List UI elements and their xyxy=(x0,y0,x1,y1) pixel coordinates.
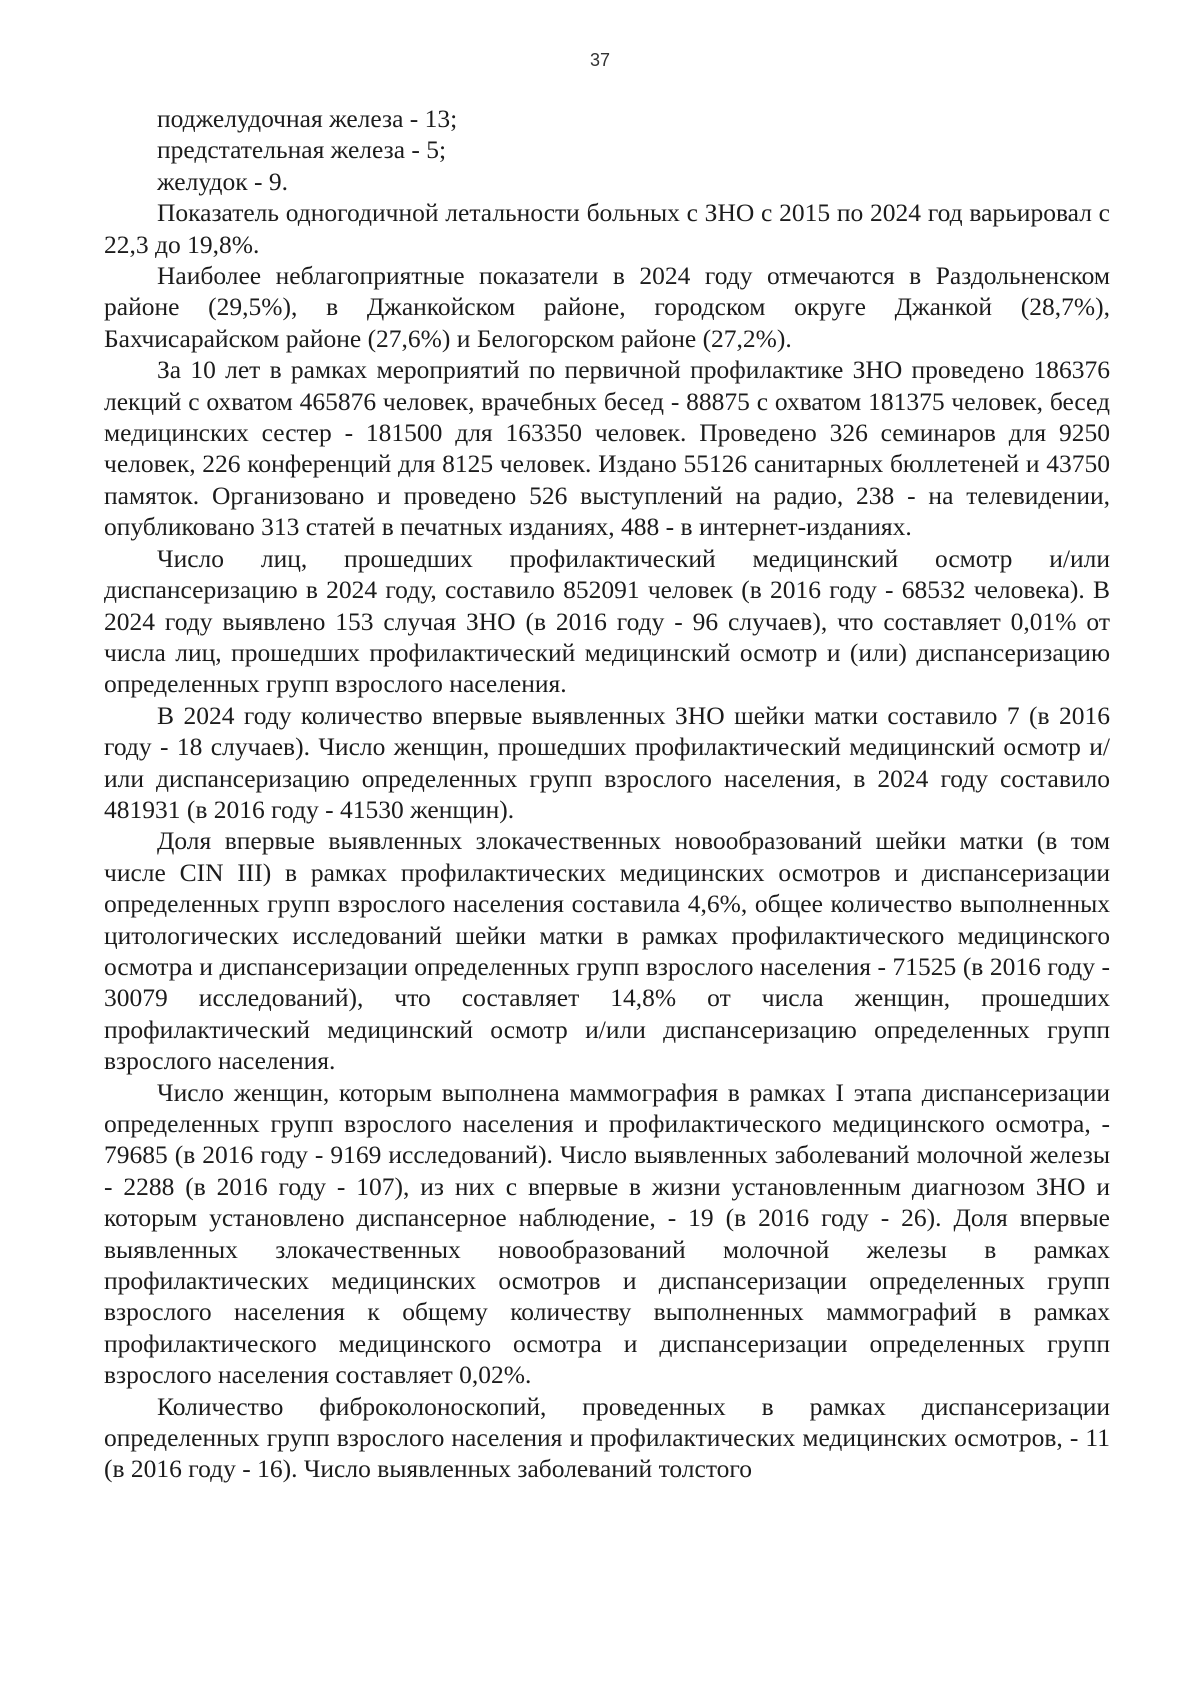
paragraph-mammography: Число женщин, которым выполнена маммография в рамках I этапа диспансеризации определенных групп взрослого населения и профилактического медицинского осмотра, - 79685 (в 2016 году - 9169 исследований). Число выявленных заболеваний молочной железы - 2288 (в 2016 году - 107), из них с впервые в жизни установленным диагнозом ЗНО и которым установлено диспансерное наблюдение, - 19 (в 2016 году - 26). Доля впервые выявленных злокачественных новообразований молочной железы в рамках профилактических медицинских осмотров и диспансеризации определенных групп взрослого населения к общему количеству выполненных маммографий в рамках профилактического медицинского осмотра и диспансеризации определенных групп взрослого населения составляет 0,02%. xyxy=(104,1077,1110,1390)
paragraph-cervical-cancer: В 2024 году количество впервые выявленных ЗНО шейки матки составило 7 (в 2016 году - 18 случаев). Число женщин, прошедших профилактический медицинский осмотр и/или диспансеризацию определенных групп взрослого населения, в 2024 году составило 481931 (в 2016 году - 41530 женщин). xyxy=(104,700,1110,824)
paragraph-cervical-share: Доля впервые выявленных злокачественных новообразований шейки матки (в том числе CIN III) в рамках профилактических медицинских осмотров и диспансеризации определенных групп взрослого населения составила 4,6%, общее количество выполненных цитологических исследований шейки матки в рамках профилактического медицинского осмотра и диспансеризации определенных групп взрослого населения - 71525 (в 2016 году - 30079 исследований), что составляет 14,8% от числа женщин, прошедших профилактический медицинский осмотр и/или диспансеризацию определенных групп взрослого населения. xyxy=(104,826,1110,1076)
paragraph-mortality-rate: Показатель одногодичной летальности больных с ЗНО с 2015 по 2024 год варьировал с 22,3 до 19,8%. xyxy=(104,198,1110,259)
paragraph-colonoscopy: Количество фиброколоноскопий, проведенных в рамках диспансеризации определенных групп взрослого населения и профилактических медицинских осмотров, - 11 (в 2016 году - 16). Число выявленных заболеваний толстого xyxy=(104,1391,1110,1484)
list-item: желудок - 9. xyxy=(157,166,288,196)
list-item: предстательная железа - 5; xyxy=(157,135,447,165)
document-body xyxy=(104,103,1110,1485)
list-item: поджелудочная железа - 13; xyxy=(157,104,458,133)
paragraph-unfavorable-districts: Наиболее неблагоприятные показатели в 2024 году отмечаются в Раздольненском районе (29,5%), в Джанкойском районе, городском округе Джанкой (28,7%), Бахчисарайском районе (27,6%) и Белогорском районе (27,2%). xyxy=(104,261,1110,353)
page-number: 37 xyxy=(589,50,611,70)
paragraph-screening-count: Число лиц, прошедших профилактический медицинский осмотр и/или диспансеризацию в 2024 году, составило 852091 человек (в 2016 году - 68532 человека). В 2024 году выявлено 153 случая ЗНО (в 2016 году - 96 случаев), что составляет 0,01% от числа лиц, прошедших профилактический медицинский осмотр и (или) диспансеризацию определенных групп взрослого населения. xyxy=(104,543,1110,699)
paragraph-primary-prevention: За 10 лет в рамках мероприятий по первичной профилактике ЗНО проведено 186376 лекций с охватом 465876 человек, врачебных бесед - 88875 с охватом 181375 человек, бесед медицинских сестер - 181500 для 163350 человек. Проведено 326 семинаров для 9250 человек, 226 конференций для 8125 человек. Издано 55126 санитарных бюллетеней и 43750 памяток. Организовано и проведено 526 выступлений на радио, 238 - на телевидении, опубликовано 313 статей в печатных изданиях, 488 - в интернет-изданиях. xyxy=(104,355,1110,542)
